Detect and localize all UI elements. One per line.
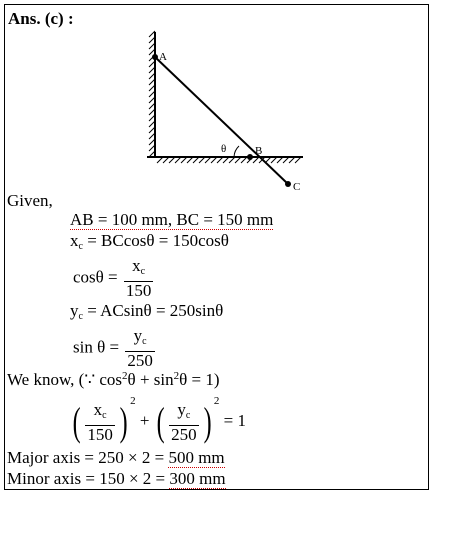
eq-x-sub: c <box>102 409 107 421</box>
minor-axis-line <box>7 469 226 489</box>
point-b <box>247 154 253 160</box>
cos-den: 150 <box>125 281 152 300</box>
angle-theta-label: θ <box>221 143 227 155</box>
eq-plus: + <box>139 411 150 430</box>
cos-eq <box>73 257 155 300</box>
paren-open-2: ( <box>156 399 165 445</box>
paren-close-2: ) <box>203 399 212 445</box>
major-prefix: Major axis = 250 × 2 = <box>7 448 169 467</box>
point-a <box>152 54 158 60</box>
eq-x-sq: 2 <box>130 395 136 407</box>
eq-x-fraction <box>85 401 115 444</box>
label-b: B <box>255 145 263 157</box>
point-c <box>285 181 291 187</box>
major-axis-line <box>7 448 225 468</box>
we-know-end: θ = 1) <box>179 370 220 389</box>
eq-y-sq: 2 <box>213 395 220 407</box>
eq-y-fraction <box>169 401 199 444</box>
cos-num: x <box>132 256 141 275</box>
given-line: Given, <box>7 191 53 210</box>
xc-line <box>70 231 229 252</box>
label-a: A <box>159 51 167 63</box>
xc-var: x <box>70 231 79 250</box>
yc-var: y <box>70 301 79 320</box>
minor-prefix: Minor axis = 150 × 2 = <box>7 469 170 488</box>
mechanism-figure <box>135 27 315 197</box>
xc-expr: = BCcosθ = 150cosθ <box>87 231 229 250</box>
major-value: 500 mm <box>168 448 225 467</box>
sin-fraction <box>125 327 155 370</box>
we-know-sq2: 2 <box>173 370 180 382</box>
answer-label: Ans. (c) : <box>8 9 74 28</box>
eq-y-sub: c <box>185 409 191 421</box>
paren-close-1: ) <box>119 399 128 445</box>
sin-num: y <box>133 326 143 345</box>
cos-lhs: cosθ = <box>73 267 118 287</box>
eq-y-den: 250 <box>171 424 197 444</box>
ellipse-equation <box>70 395 246 444</box>
ab-bc-line <box>70 210 273 230</box>
we-know-start: We know, (∵ cos <box>7 370 123 389</box>
angle-arc <box>234 146 239 157</box>
eq-x-den: 150 <box>87 424 113 444</box>
yc-line <box>70 301 223 322</box>
sin-eq <box>73 327 157 370</box>
eq-rhs: = 1 <box>223 411 246 430</box>
paren-open-1: ( <box>72 399 81 445</box>
yc-expr: = ACsinθ = 250sinθ <box>87 301 224 320</box>
we-know-sq1: 2 <box>122 370 128 382</box>
minor-value: 300 mm <box>169 469 226 488</box>
sin-den: 250 <box>127 351 153 370</box>
eq-y-num: y <box>177 399 186 419</box>
eq-x-num: x <box>93 399 103 419</box>
yc-sub: c <box>78 311 83 322</box>
we-know-line <box>7 370 220 390</box>
ab-bc-text: AB = 100 mm, BC = 150 mm <box>70 210 274 229</box>
label-c: C <box>293 181 301 193</box>
cos-fraction <box>124 257 154 300</box>
cos-num-sub: c <box>140 266 146 277</box>
rod-ac <box>155 57 288 184</box>
sin-num-sub: c <box>142 336 147 347</box>
xc-sub: c <box>78 241 83 252</box>
answer-box <box>4 4 429 490</box>
sin-lhs: sin θ = <box>73 337 120 357</box>
we-know-mid: θ + sin <box>127 370 174 389</box>
